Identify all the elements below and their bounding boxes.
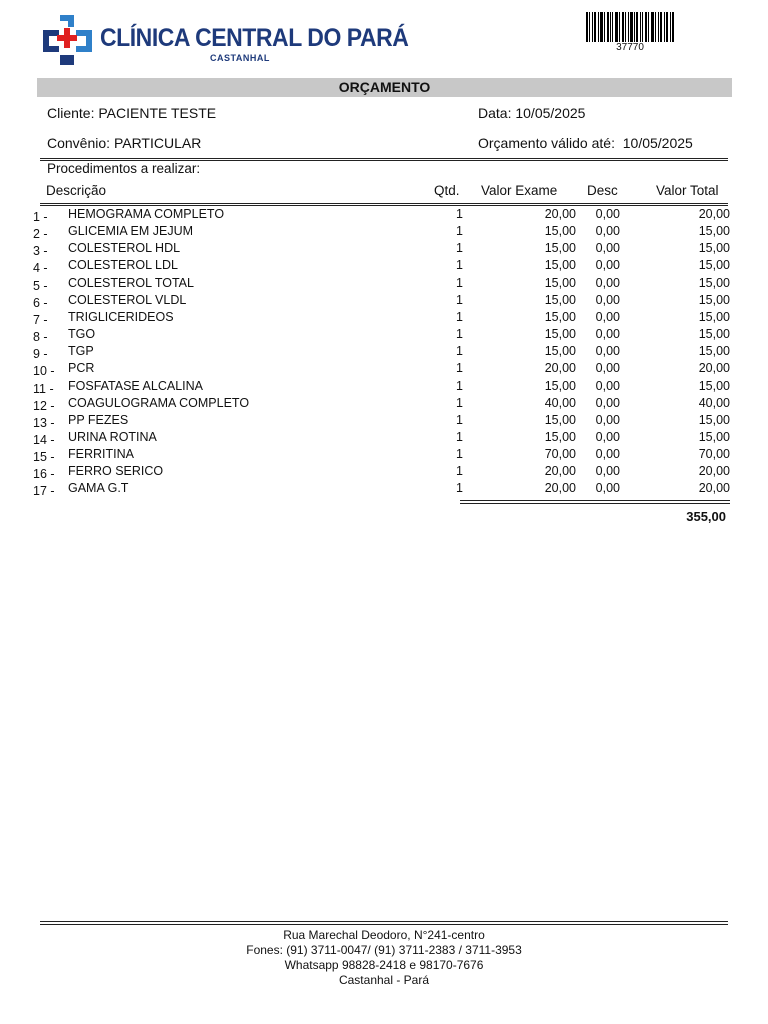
table-row <box>0 413 768 430</box>
item-qty: 1 <box>456 344 463 359</box>
date-field <box>478 105 585 121</box>
divider <box>40 205 728 206</box>
footer-address: Rua Marechal Deodoro, N°241-centro <box>283 928 485 942</box>
item-discount: 0,00 <box>595 327 620 342</box>
table-row <box>0 344 768 361</box>
item-exam-value: 15,00 <box>544 275 576 290</box>
item-qty: 1 <box>456 464 463 479</box>
item-number: 5 - <box>33 278 48 293</box>
item-description: URINA ROTINA <box>68 429 157 444</box>
table-row <box>0 258 768 275</box>
item-qty: 1 <box>456 378 463 393</box>
item-discount: 0,00 <box>595 447 620 462</box>
date-value: 10/05/2025 <box>515 105 586 121</box>
item-total: 15,00 <box>698 412 730 427</box>
item-total: 15,00 <box>698 241 730 256</box>
item-discount: 0,00 <box>595 378 620 393</box>
footer-divider <box>40 921 728 922</box>
document-title: ORÇAMENTO <box>37 78 732 97</box>
item-discount: 0,00 <box>595 344 620 359</box>
footer-divider <box>40 924 728 925</box>
item-qty: 1 <box>456 275 463 290</box>
barcode-number: 37770 <box>616 42 644 53</box>
item-description: COLESTEROL TOTAL <box>68 275 194 290</box>
item-number: 17 - <box>33 484 55 499</box>
item-qty: 1 <box>456 327 463 342</box>
table-row <box>0 396 768 413</box>
item-description: GAMA G.T <box>68 481 129 496</box>
footer-phones: Fones: (91) 3711-0047/ (91) 3711-2383 / 3711-3953 <box>246 943 522 957</box>
item-number: 10 - <box>33 364 55 379</box>
item-number: 16 - <box>33 467 55 482</box>
client-label: Cliente: <box>47 105 95 121</box>
footer-whatsapp: Whatsapp 98828-2418 e 98170-7676 <box>284 958 484 972</box>
item-exam-value: 70,00 <box>544 447 576 462</box>
item-exam-value: 40,00 <box>544 395 576 410</box>
col-discount: Desc <box>587 183 618 198</box>
item-exam-value: 15,00 <box>544 378 576 393</box>
table-row <box>0 241 768 258</box>
item-exam-value: 15,00 <box>544 429 576 444</box>
item-total: 15,00 <box>698 224 730 239</box>
item-discount: 0,00 <box>595 395 620 410</box>
item-exam-value: 15,00 <box>544 327 576 342</box>
clinic-name: CLÍNICA CENTRAL DO PARÁ <box>100 24 409 52</box>
item-total: 15,00 <box>698 429 730 444</box>
divider <box>40 158 728 159</box>
item-qty: 1 <box>456 292 463 307</box>
item-number: 2 - <box>33 227 48 242</box>
item-total: 40,00 <box>698 395 730 410</box>
valid-until-label: Orçamento válido até: <box>478 135 615 151</box>
item-description: TGP <box>68 344 94 359</box>
item-total: 15,00 <box>698 378 730 393</box>
item-total: 15,00 <box>698 327 730 342</box>
item-description: TGO <box>68 327 96 342</box>
item-exam-value: 15,00 <box>544 344 576 359</box>
table-row <box>0 327 768 344</box>
item-total: 20,00 <box>698 207 730 221</box>
item-discount: 0,00 <box>595 361 620 376</box>
item-exam-value: 20,00 <box>544 481 576 496</box>
item-exam-value: 15,00 <box>544 241 576 256</box>
item-total: 70,00 <box>698 447 730 462</box>
medical-cross-icon <box>40 12 96 68</box>
item-description: COLESTEROL HDL <box>68 241 181 256</box>
clinic-city: CASTANHAL <box>210 53 270 63</box>
item-number: 12 - <box>33 398 55 413</box>
col-total-value: Valor Total <box>656 183 719 198</box>
item-total: 15,00 <box>698 258 730 273</box>
item-description: FERRO SERICO <box>68 464 164 479</box>
item-discount: 0,00 <box>595 481 620 496</box>
insurance-field <box>47 135 201 151</box>
table-row <box>0 379 768 396</box>
item-qty: 1 <box>456 207 463 221</box>
item-number: 8 - <box>33 330 48 345</box>
client-value: PACIENTE TESTE <box>98 105 217 121</box>
table-row <box>0 224 768 241</box>
table-row <box>0 447 768 464</box>
table-row <box>0 207 768 224</box>
item-number: 3 - <box>33 244 48 259</box>
item-exam-value: 15,00 <box>544 292 576 307</box>
item-qty: 1 <box>456 395 463 410</box>
item-exam-value: 15,00 <box>544 258 576 273</box>
item-number: 15 - <box>33 450 55 465</box>
item-discount: 0,00 <box>595 292 620 307</box>
clinic-logo <box>40 12 409 68</box>
item-description: TRIGLICERIDEOS <box>68 309 174 324</box>
item-total: 15,00 <box>698 344 730 359</box>
col-exam-value: Valor Exame <box>481 183 558 198</box>
item-total: 20,00 <box>698 361 730 376</box>
footer-city: Castanhal - Pará <box>338 973 430 987</box>
item-number: 9 - <box>33 347 48 362</box>
insurance-label: Convênio: <box>47 135 111 151</box>
item-description: COLESTEROL VLDL <box>68 292 187 307</box>
item-exam-value: 15,00 <box>544 412 576 427</box>
table-row <box>0 293 768 310</box>
item-description: PCR <box>68 361 95 376</box>
item-discount: 0,00 <box>595 275 620 290</box>
item-description: HEMOGRAMA COMPLETO <box>68 207 225 221</box>
table-row <box>0 276 768 293</box>
item-exam-value: 20,00 <box>544 361 576 376</box>
divider <box>40 203 728 204</box>
total-divider <box>460 500 730 501</box>
item-description: COLESTEROL LDL <box>68 258 178 273</box>
item-discount: 0,00 <box>595 412 620 427</box>
item-exam-value: 15,00 <box>544 224 576 239</box>
col-description: Descrição <box>46 183 107 198</box>
total-divider <box>460 503 730 504</box>
item-discount: 0,00 <box>595 258 620 273</box>
item-exam-value: 20,00 <box>544 207 576 221</box>
valid-until-field <box>478 135 693 151</box>
item-qty: 1 <box>456 309 463 324</box>
grand-total: 355,00 <box>686 509 726 524</box>
item-number: 13 - <box>33 415 55 430</box>
item-total: 15,00 <box>698 309 730 324</box>
table-row <box>0 481 768 498</box>
barcode <box>586 12 674 42</box>
item-total: 20,00 <box>698 464 730 479</box>
item-total: 15,00 <box>698 275 730 290</box>
item-qty: 1 <box>456 224 463 239</box>
item-qty: 1 <box>456 258 463 273</box>
table-row <box>0 430 768 447</box>
item-qty: 1 <box>456 241 463 256</box>
item-description: PP FEZES <box>68 412 129 427</box>
item-discount: 0,00 <box>595 309 620 324</box>
item-total: 15,00 <box>698 292 730 307</box>
item-description: FOSFATASE ALCALINA <box>68 378 203 393</box>
item-discount: 0,00 <box>595 241 620 256</box>
item-number: 4 - <box>33 261 48 276</box>
item-discount: 0,00 <box>595 464 620 479</box>
footer <box>40 928 728 988</box>
item-number: 7 - <box>33 312 48 327</box>
client-field <box>47 105 216 121</box>
table-row <box>0 464 768 481</box>
item-qty: 1 <box>456 481 463 496</box>
item-description: FERRITINA <box>68 447 134 462</box>
item-total: 20,00 <box>698 481 730 496</box>
item-exam-value: 15,00 <box>544 309 576 324</box>
valid-until-value: 10/05/2025 <box>622 135 693 151</box>
date-label: Data: <box>478 105 512 121</box>
table-row <box>0 361 768 378</box>
item-qty: 1 <box>456 447 463 462</box>
procedures-label: Procedimentos a realizar: <box>47 161 201 176</box>
table-row <box>0 310 768 327</box>
item-qty: 1 <box>456 361 463 376</box>
item-description: COAGULOGRAMA COMPLETO <box>68 395 250 410</box>
item-discount: 0,00 <box>595 207 620 221</box>
item-description: GLICEMIA EM JEJUM <box>68 224 194 239</box>
item-number: 11 - <box>33 381 54 396</box>
item-qty: 1 <box>456 412 463 427</box>
item-discount: 0,00 <box>595 224 620 239</box>
col-qty: Qtd. <box>434 183 460 198</box>
item-number: 14 - <box>33 432 55 447</box>
item-discount: 0,00 <box>595 429 620 444</box>
item-exam-value: 20,00 <box>544 464 576 479</box>
item-qty: 1 <box>456 429 463 444</box>
insurance-value: PARTICULAR <box>113 135 202 151</box>
item-number: 1 - <box>33 210 48 224</box>
item-number: 6 - <box>33 295 48 310</box>
